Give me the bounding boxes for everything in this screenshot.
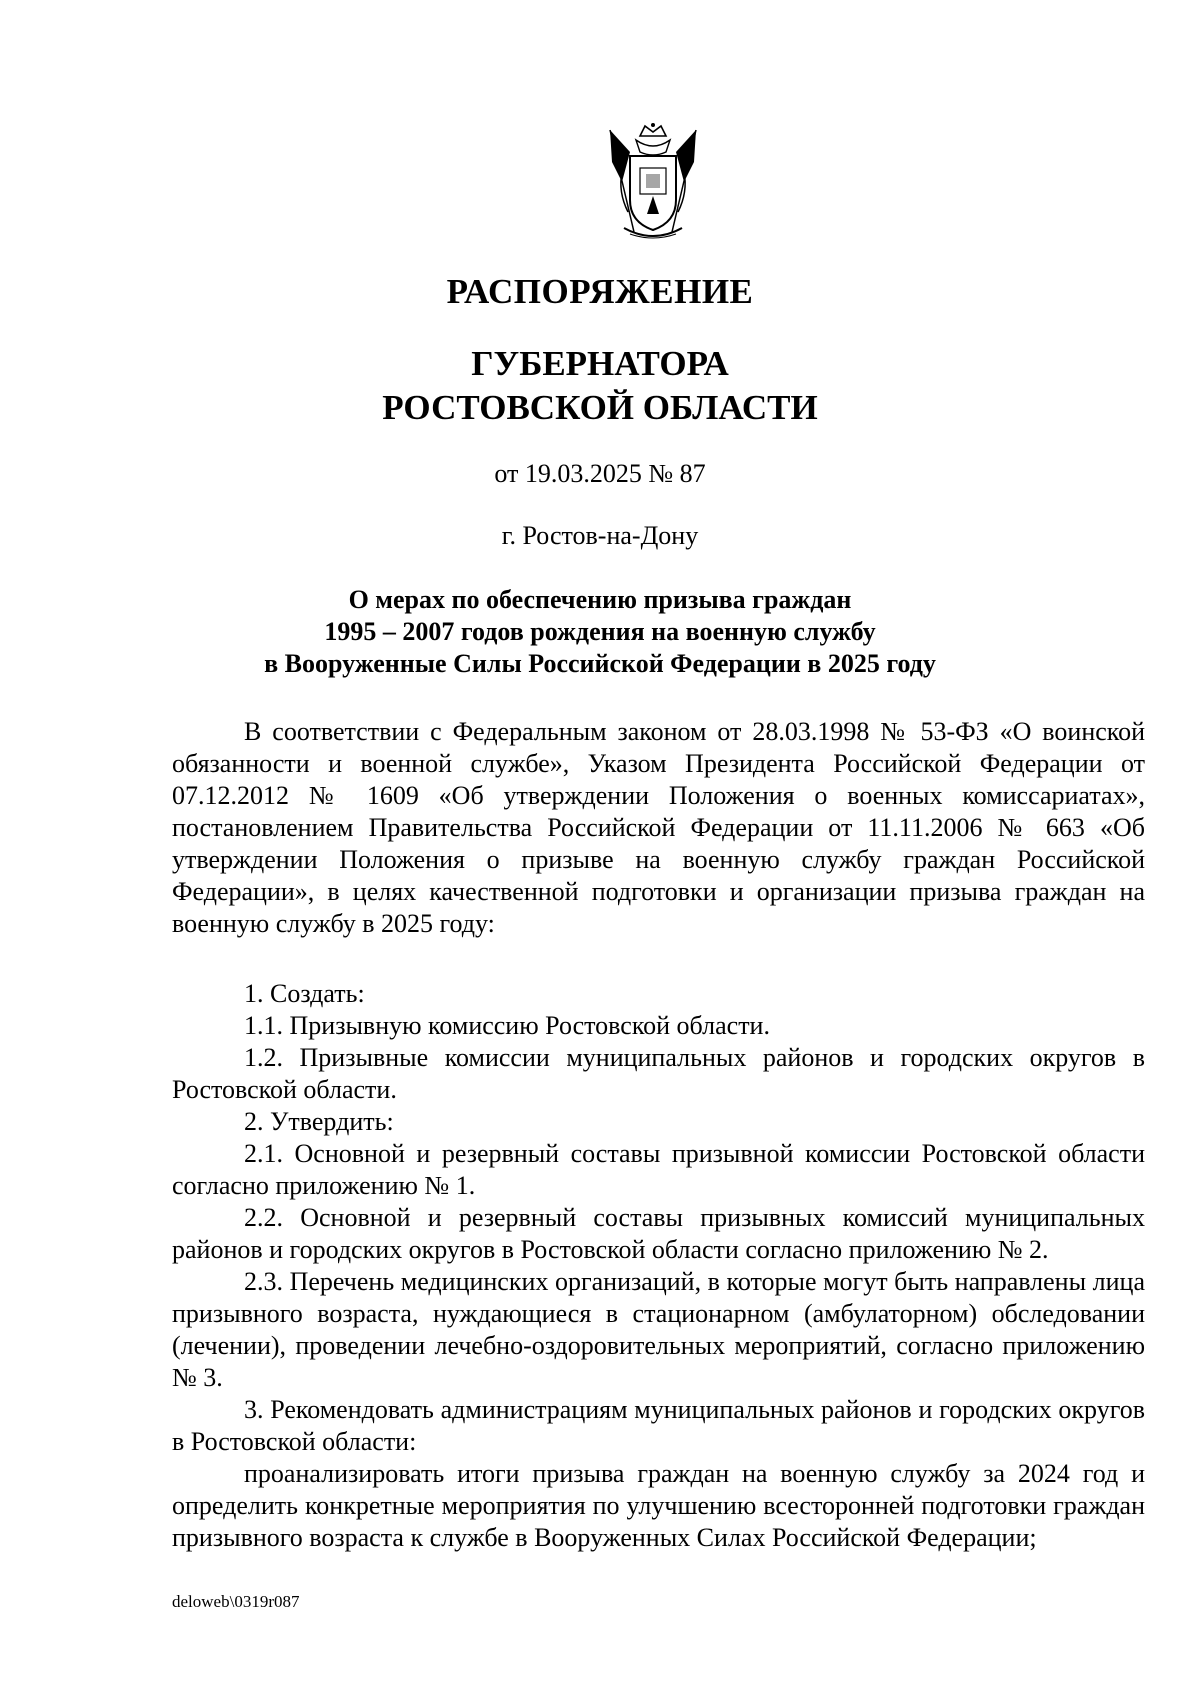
item-2-2: 2.2. Основной и резервный составы призывных комиссий муниципальных районов и городских округов в Ростовской области согласно приложению № 2. [172, 1203, 1145, 1264]
document-city: г. Ростов-на-Дону [501, 521, 699, 550]
issuer-line-2: РОСТОВСКОЙ ОБЛАСТИ [382, 388, 818, 427]
issuer-line-1: ГУБЕРНАТОРА [471, 344, 729, 383]
order-items [172, 978, 1145, 1554]
item-2-1: 2.1. Основной и резервный составы призывной комиссии Ростовской области согласно приложению № 1. [172, 1139, 1145, 1200]
footer-file-code: deloweb\0319r087 [172, 1592, 300, 1611]
document-title: РАСПОРЯЖЕНИЕ [446, 272, 754, 311]
subject-line-3: в Вооруженные Силы Российской Федерации в 2025 году [264, 649, 936, 678]
preamble-block [172, 716, 1145, 940]
item-3: 3. Рекомендовать администрациям муниципальных районов и городских округов в Ростовской области: [172, 1395, 1145, 1456]
item-3-bullet: проанализировать итоги призыва граждан на военную службу за 2024 год и определить конкретные мероприятия по улучшению всесторонней подготовки граждан призывного возраста к службе в Вооруженных Силах Российской Федерации; [172, 1459, 1145, 1552]
document-subject [0, 584, 1200, 680]
item-1-1: 1.1. Призывную комиссию Ростовской области. [244, 1011, 770, 1040]
issuer-heading [0, 342, 1200, 430]
item-1-2: 1.2. Призывные комиссии муниципальных районов и городских округов в Ростовской области. [172, 1043, 1145, 1104]
document-date-number: от 19.03.2025 № 87 [494, 459, 706, 488]
item-1: 1. Создать: [244, 979, 365, 1008]
rostov-oblast-coat-of-arms-icon [600, 122, 706, 244]
preamble-paragraph: В соответствии с Федеральным законом от 28.03.1998 № 53-ФЗ «О воинской обязанности и военной службе», Указом Президента Российской Федерации от 07.12.2012 № 1609 «Об утверждении Положения о военных комиссариатах», постановлением Правительства Российской Федерации от 11.11.2006 № 663 «Об утверждении Положения о призыве на военную службу граждан Российской Федерации», в целях качественной подготовки и организации призыва граждан на военную службу в 2025 году: [172, 717, 1145, 938]
subject-line-2: 1995 – 2007 годов рождения на военную службу [324, 617, 876, 646]
subject-line-1: О мерах по обеспечению призыва граждан [348, 585, 852, 614]
item-2: 2. Утвердить: [244, 1107, 394, 1136]
item-2-3: 2.3. Перечень медицинских организаций, в которые могут быть направлены лица призывного возраста, нуждающиеся в стационарном (амбулаторном) обследовании (лечении), проведении лечебно-оздоровительных мероприятий, согласно приложению № 3. [172, 1267, 1145, 1392]
